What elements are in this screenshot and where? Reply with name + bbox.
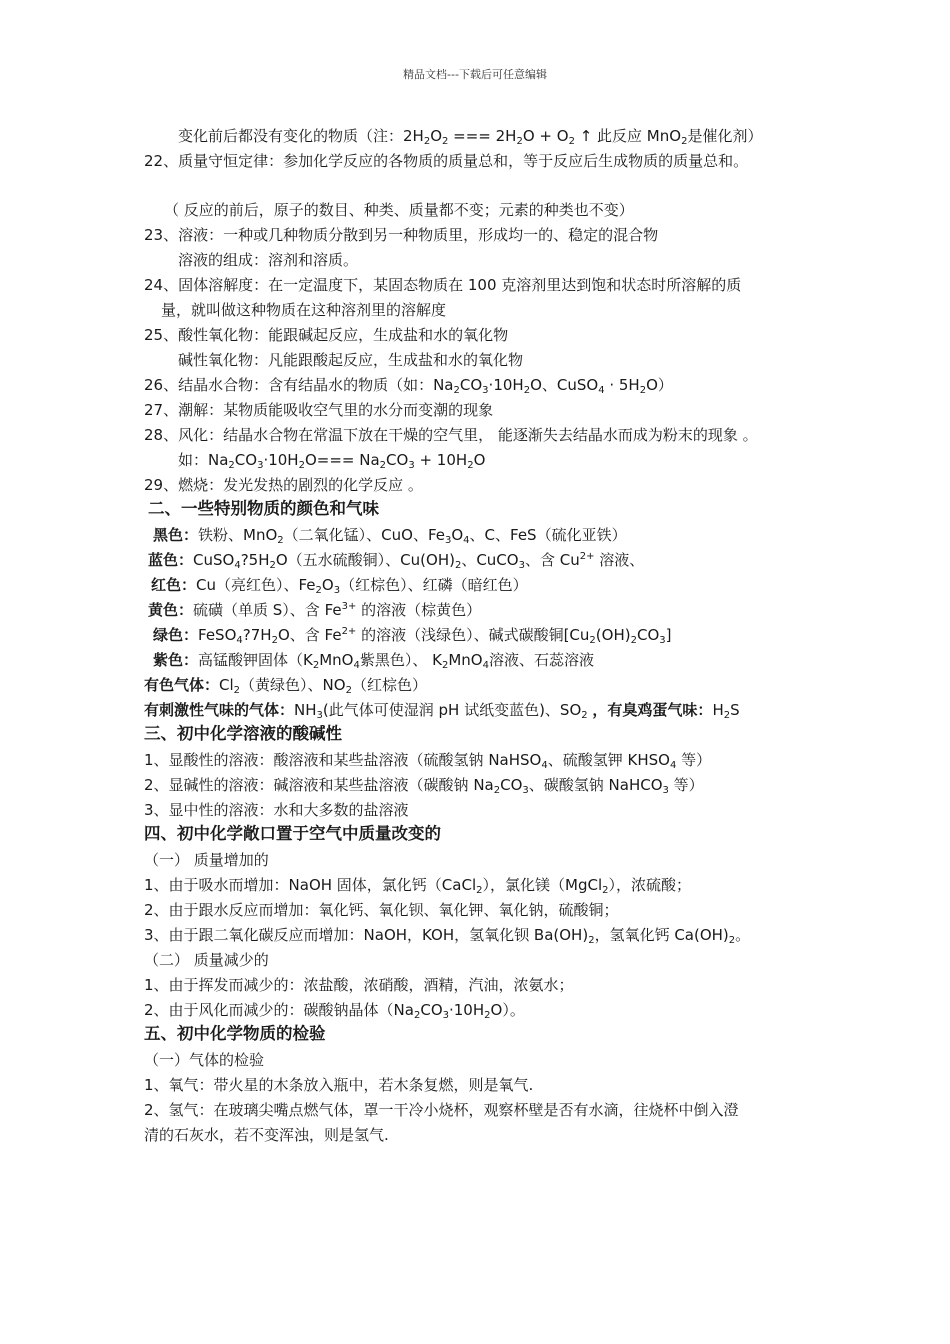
section-heading: 五、初中化学物质的检验 bbox=[144, 1024, 326, 1043]
text-line: 27、潮解：某物质能吸收空气里的水分而变潮的现象 bbox=[144, 401, 494, 419]
text-line: 绿色：$FeSO_4?7H_2O$、含 $Fe^{2+}$ 的溶液（浅绿色）、碱式碳酸铜$[Cu_2(OH)_2CO_3]$ bbox=[153, 626, 672, 646]
text-line: 黑色：铁粉、MnO$_2$（二氧化锰）、CuO、$Fe_3O_4$、C、FeS（硫化亚铁） bbox=[153, 526, 627, 546]
text-line: 黄色：硫磺（单质 S）、含 $Fe^{3+}$ 的溶液（棕黄色） bbox=[148, 601, 482, 619]
text-line: （一） 质量增加的 bbox=[144, 851, 269, 869]
section-heading: 二、一些特别物质的颜色和气味 bbox=[148, 499, 379, 518]
text-line: 有色气体：$Cl_2$（黄绿色）、$NO_2$（红棕色） bbox=[144, 676, 427, 696]
text-line: 23、溶液：一种或几种物质分散到另一种物质里，形成均一的、稳定的混合物 bbox=[144, 226, 659, 244]
text-line: 量，就叫做这种物质在这种溶剂里的溶解度 bbox=[161, 301, 447, 319]
text-line: 2、由于风化而减少的：碳酸钠晶体$(Na_2CO_3\cdot 10H_2O)$。 bbox=[144, 1001, 525, 1021]
text-line: 29、燃烧：发光发热的剧烈的化学反应 。 bbox=[144, 476, 423, 494]
text-line: 24、固体溶解度：在一定温度下，某固态物质在 100 克溶剂里达到饱和状态时所溶解的质 bbox=[144, 276, 742, 294]
text-line: （一）气体的检验 bbox=[144, 1051, 265, 1069]
text-line: 2、由于跟水反应而增加：氧化钙、氧化钡、氧化钾、氧化钠，硫酸铜； bbox=[144, 901, 619, 919]
text-line: 2、显碱性的溶液：碱溶液和某些盐溶液（碳酸钠 $Na_2CO_3$、碳酸氢钠 NaHCO$_3$ 等） bbox=[144, 776, 704, 796]
text-line: 1、显酸性的溶液：酸溶液和某些盐溶液（硫酸氢钠 NaHSO$_4$、硫酸氢钾 $KHSO_4$ 等） bbox=[144, 751, 712, 771]
text-line: 26、结晶水合物：含有结晶水的物质（如：$Na_2CO_3\cdot 10H_2O$、CuSO$_4$ · $5H_2O$） bbox=[144, 376, 673, 396]
text-line: 1、氧气：带火星的木条放入瓶中，若木条复燃，则是氧气. bbox=[144, 1076, 534, 1094]
text-line: 溶液的组成：溶剂和溶质。 bbox=[178, 251, 359, 269]
text-line: 3、显中性的溶液：水和大多数的盐溶液 bbox=[144, 801, 409, 819]
text-line: 有刺激性气味的气体：$NH_3$(此气体可使湿润 pH 试纸变蓝色)、$SO_2$ ，有臭鸡蛋气味：$H_2S$ bbox=[144, 701, 740, 721]
text-line: 28、风化：结晶水合物在常温下放在干燥的空气里， 能逐渐失去结晶水而成为粉末的现象 。 bbox=[144, 426, 758, 444]
text-line: 蓝色：$CuSO_4?5H_2O$（五水硫酸铜）、$Cu(OH)_2$、CuCO$_3$、含 $Cu^{2+}$ 溶液、 bbox=[148, 551, 645, 571]
text-line: 25、酸性氧化物：能跟碱起反应，生成盐和水的氧化物 bbox=[144, 326, 509, 344]
page-header: 精品文档---下载后可任意编辑 bbox=[403, 68, 547, 81]
text-line: 红色：Cu（亮红色）、$Fe_2O_3$（红棕色）、红磷（暗红色） bbox=[151, 576, 528, 596]
text-line: （二） 质量减少的 bbox=[144, 951, 269, 969]
text-line: 1、由于挥发而减少的：浓盐酸，浓硝酸，酒精，汽油，浓氨水； bbox=[144, 976, 574, 994]
text-line: 变化前后都没有变化的物质（注：$2H_2O_2$ === $2H_2O + O_2$ ↑ 此反应 MnO$_2$是催化剂） bbox=[178, 127, 763, 147]
text-line: 清的石灰水，若不变浑浊，则是氢气. bbox=[144, 1126, 389, 1144]
section-heading: 三、初中化学溶液的酸碱性 bbox=[144, 724, 342, 743]
text-line: 如：$Na_2CO_3\cdot 10H_2O=== Na_2CO_3 + 10H_2O$ bbox=[178, 451, 486, 471]
text-line: 22、质量守恒定律：参加化学反应的各物质的质量总和，等于反应后生成物质的质量总和。 bbox=[144, 152, 749, 170]
text-line: 紫色：高锰酸钾固体（$K_2MnO_4$紫黑色）、 $K_2MnO_4$溶液、石蕊溶液 bbox=[153, 651, 595, 671]
text-line: （ 反应的前后，原子的数目、种类、质量都不变；元素的种类也不变） bbox=[164, 201, 634, 219]
section-heading: 四、初中化学敞口置于空气中质量改变的 bbox=[144, 824, 441, 843]
text-line: 碱性氧化物：凡能跟酸起反应，生成盐和水的氧化物 bbox=[178, 351, 524, 369]
text-line: 2、氢气：在玻璃尖嘴点燃气体，罩一干冷小烧杯，观察杯壁是否有水滴，往烧杯中倒入澄 bbox=[144, 1101, 739, 1119]
text-line: 1、由于吸水而增加：NaOH 固体，氯化钙（CaCl$_2$），氯化镁（MgCl$_2$），浓硫酸； bbox=[144, 876, 691, 896]
text-line: 3、由于跟二氧化碳反应而增加：NaOH，KOH，氢氧化钡 $Ba(OH)_2$，氢氧化钙 $Ca(OH)_2$。 bbox=[144, 926, 751, 946]
